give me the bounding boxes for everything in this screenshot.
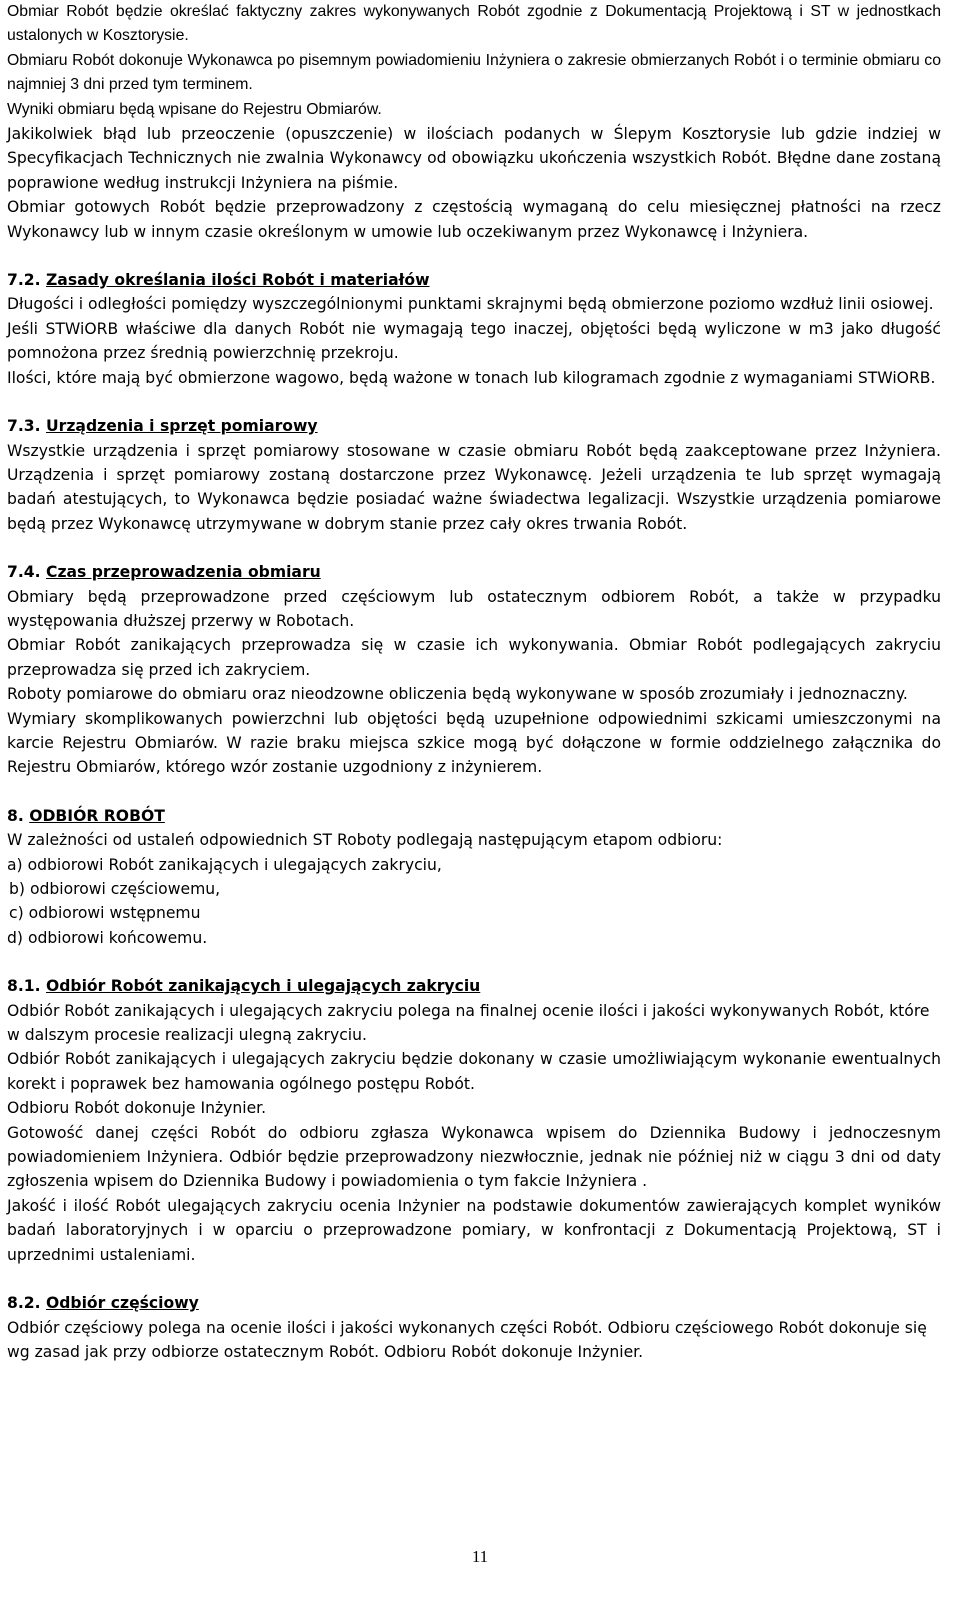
list-item: c) odbiorowi wstępnemu <box>9 904 201 923</box>
paragraph: Ilości, które mają być obmierzone wagowo, będą ważone w tonach lub kilogramach zgodnie z wymaganiami STWiORB. <box>7 368 936 387</box>
paragraph: Jeśli STWiORB właściwe dla danych Robót nie wymagają tego inaczej, objętości będą wyliczone w m3 jako długość pomnożona przez średnią powierzchnię przekroju. <box>7 319 941 363</box>
section-number: 7.3. <box>7 417 41 436</box>
section-7-2 <box>7 268 941 390</box>
paragraph: Obmiary będą przeprowadzone przed częściowym lub ostatecznym odbiorem Robót, a także w przypadku występowania dłuższej przerwy w Robotach. <box>7 587 941 630</box>
paragraph: Długości i odległości pomiędzy wyszczególnionymi punktami skrajnymi będą obmierzone poziomo wzdłuż linii osiowej. <box>7 295 934 314</box>
section-7-4 <box>7 560 941 780</box>
section-heading <box>7 414 941 438</box>
section-heading <box>7 268 941 292</box>
acceptance-stages-list <box>7 853 941 951</box>
intro-block <box>7 0 941 122</box>
section-8-2 <box>7 1291 941 1364</box>
paragraph: Obmiar Robót zanikających przeprowadza się w czasie ich wykonywania. Obmiar Robót podlegających zakryciu przeprowadza się przed ich zakryciem. <box>7 636 941 679</box>
paragraph: W zależności od ustaleń odpowiednich ST Roboty podlegają następującym etapom odbioru: <box>7 831 723 850</box>
section-heading <box>7 1291 941 1315</box>
document-page <box>7 0 941 1364</box>
section-title: Odbiór częściowy <box>46 1294 199 1313</box>
section-8-1 <box>7 974 941 1267</box>
paragraph: Obmiar Robót będzie określać faktyczny zakres wykonywanych Robót zgodnie z Dokumentacją Projektową i ST w jednostkach ustalonych w Kosztorysie. <box>7 3 941 45</box>
paragraph: Odbiór Robót zanikających i ulegających zakryciu polega na finalnej ocenie ilości i jakości wykonywanych Robót, które w dalszym procesie realizacji ulegną zakryciu. <box>7 1001 930 1045</box>
paragraph: Wszystkie urządzenia i sprzęt pomiarowy stosowane w czasie obmiaru Robót będą zaakceptowane przez Inżyniera. Urządzenia i sprzęt pomiarowy zostaną dostarczone przez Wykonawcę. Jeżeli urządzenia te lub sprzęt wymagają badań atestujących, to Wykonawca będzie posiadać ważne świadectwa legalizacji. Wszystkie urządzenia pomiarowe będą przez Wykonawcę utrzymywane w dobrym stanie przez cały okres trwania Robót. <box>7 441 941 533</box>
section-title: Czas przeprowadzenia obmiaru <box>46 563 321 582</box>
section-number: 8.2. <box>7 1294 41 1313</box>
section-number: 8. <box>7 806 24 825</box>
paragraph: Odbiór częściowy polega na ocenie ilości i jakości wykonanych części Robót. Odbioru częściowego Robót dokonuje się wg zasad jak przy odbiorze ostatecznym Robót. Odbioru Robót dokonuje Inżynier. <box>7 1318 927 1361</box>
section-number: 7.4. <box>7 563 41 582</box>
section-8 <box>7 804 941 950</box>
section-number: 8.1. <box>7 977 41 996</box>
page-number: 11 <box>471 1547 489 1566</box>
paragraph: Odbiór Robót zanikających i ulegających zakryciu będzie dokonany w czasie umożliwiającym wykonanie ewentualnych korekt i poprawek bez hamowania ogólnego postępu Robót. <box>7 1050 941 1093</box>
paragraph: Roboty pomiarowe do obmiaru oraz nieodzowne obliczenia będą wykonywane w sposób zrozumiały i jednoznaczny. <box>7 685 908 704</box>
paragraph: Obmiar gotowych Robót będzie przeprowadzony z częstością wymaganą do celu miesięcznej płatności na rzecz Wykonawcy lub w innym czasie określonym w umowie lub oczekiwanym przez Wykonawcę i Inżyniera. <box>7 198 941 241</box>
paragraph: Obmiaru Robót dokonuje Wykonawca po pisemnym powiadomieniu Inżyniera o zakresie obmierzanych Robót i o terminie obmiaru co najmniej 3 dni przed tym terminem. <box>7 51 941 94</box>
section-7-3 <box>7 414 941 536</box>
paragraph: Wyniki obmiaru będą wpisane do Rejestru Obmiarów. <box>7 100 382 118</box>
paragraph: Gotowość danej części Robót do odbioru zgłasza Wykonawca wpisem do Dziennika Budowy i jednoczesnym powiadomieniem Inżyniera. Odbiór będzie przeprowadzony niezwłocznie, jednak nie później niż w ciągu 3 dni od daty zgłoszenia wpisem do Dziennika Budowy i powiadomienia o tym fakcie Inżyniera . <box>7 1123 941 1191</box>
paragraph: Odbioru Robót dokonuje Inżynier. <box>7 1099 267 1118</box>
section-title: ODBIÓR ROBÓT <box>29 806 165 825</box>
list-item: b) odbiorowi częściowemu, <box>9 880 221 898</box>
section-heading <box>7 804 941 828</box>
paragraph: Jakikolwiek błąd lub przeoczenie (opuszczenie) w ilościach podanych w Ślepym Kosztorysie lub gdzie indziej w Specyfikacjach Technicznych nie zwalnia Wykonawcy od obowiązku ukończenia wszystkich Robót. Błędne dane zostaną poprawione według instrukcji Inżyniera na piśmie. <box>7 125 941 192</box>
section-heading <box>7 974 941 998</box>
intro-block-2 <box>7 122 941 244</box>
section-title: Odbiór Robót zanikających i ulegających zakryciu <box>46 977 481 996</box>
section-title: Zasady określania ilości Robót i materiałów <box>46 271 430 290</box>
section-title: Urządzenia i sprzęt pomiarowy <box>46 417 318 436</box>
paragraph: Wymiary skomplikowanych powierzchni lub objętości będą uzupełnione odpowiednimi szkicami umieszczonymi na karcie Rejestru Obmiarów. W razie braku miejsca szkice mogą być dołączone w formie oddzielnego załącznika do Rejestru Obmiarów, którego wzór zostanie uzgodniony z inżynierem. <box>7 709 941 777</box>
list-item: a) odbiorowi Robót zanikających i ulegających zakryciu, <box>7 855 442 874</box>
section-heading <box>7 560 941 584</box>
list-item: d) odbiorowi końcowemu. <box>7 928 208 947</box>
section-number: 7.2. <box>7 271 41 290</box>
paragraph: Jakość i ilość Robót ulegających zakryciu ocenia Inżynier na podstawie dokumentów zawierających komplet wyników badań laboratoryjnych i w oparciu o przeprowadzone pomiary, w konfrontacji z Dokumentacją Projektową, ST i uprzednimi ustaleniami. <box>7 1196 941 1264</box>
